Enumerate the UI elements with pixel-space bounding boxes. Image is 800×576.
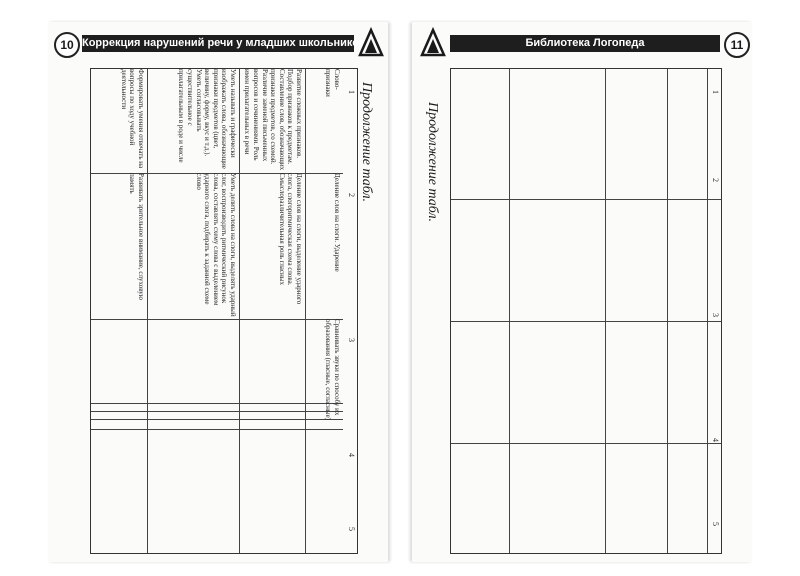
running-header-left: Коррекция нарушений речи у младших школьников xyxy=(82,35,354,52)
table-cell: Формировать умения отвечать на вопросы по ходу учебной деятельности xyxy=(119,69,145,169)
right-page xyxy=(412,22,752,562)
column-number: 4 xyxy=(347,453,356,457)
column-number: 1 xyxy=(347,90,356,94)
table-cell: Слово-признаки xyxy=(324,69,341,97)
table-cell: Развитие сложных признаков. Подбор признаков к предметам. Составление слов, обозначающих признаки предметов, со схемой. Различие заменой письменных вопросов и сочинениями. Роль имен прилагательных в речи xyxy=(243,69,303,171)
table-cell: Деление слов на слоги. Ударение xyxy=(333,173,341,272)
table-cell: Деление слов на слоги, выделение ударного слога, слогоритмическая схема слова. Смыслоразличительная роль гласных xyxy=(277,173,303,305)
column-number: 3 xyxy=(711,313,720,317)
library-logo-icon xyxy=(420,28,446,58)
column-number: 2 xyxy=(711,178,720,182)
left-page xyxy=(48,22,388,562)
continuation-table-left xyxy=(90,68,358,554)
continuation-label: Продолжение табл. xyxy=(425,102,440,223)
table-cell: Уметь называть и графически изображать слова, обозначающие признаки предметов (цвет, величину, форму, вкус и т.д.). Уметь согласовывать существительное с прилагательным в роде и числе xyxy=(177,69,237,169)
page-number-left: 10 xyxy=(54,32,80,58)
column-number: 5 xyxy=(711,522,720,526)
continuation-label: Продолжение табл. xyxy=(359,82,374,203)
column-number: 1 xyxy=(711,90,720,94)
table-cell: Развивать зрительное внимание, слуховую память xyxy=(128,173,145,301)
table-cell: Сравнивать звуки по способу их образования (гласные, согласные) xyxy=(324,319,341,421)
column-number: 3 xyxy=(347,338,356,342)
running-header-right: Библиотека Логопеда xyxy=(450,35,720,52)
column-number: 5 xyxy=(347,527,356,531)
table-cell: Уметь делить слова на слоги, выделять ударный слог, воспроизводить ритмический рисунок слова, составлять схему слова с выделением ударного слога, подбирать к заданной схеме слово xyxy=(194,173,237,317)
continuation-table-right xyxy=(450,68,722,554)
column-number: 4 xyxy=(711,438,720,442)
page-number-right: 11 xyxy=(724,32,750,58)
library-logo-icon xyxy=(358,28,384,58)
column-number: 2 xyxy=(347,193,356,197)
